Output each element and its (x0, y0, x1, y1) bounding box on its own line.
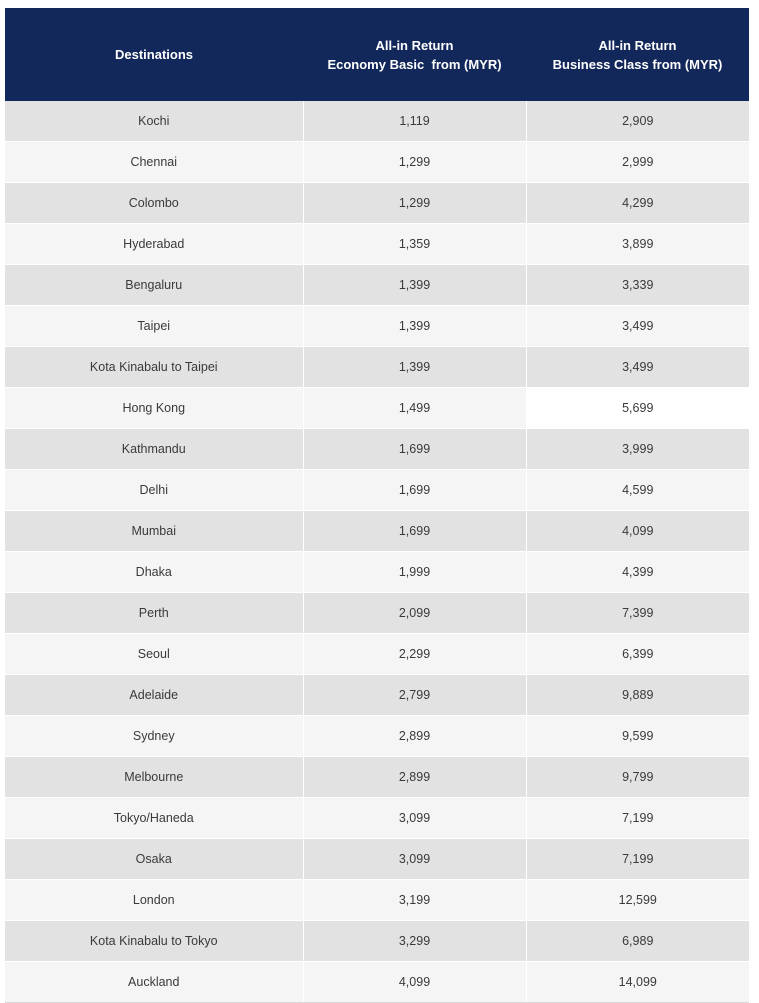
business-price-cell: 2,909 (526, 101, 749, 142)
table-row (5, 757, 749, 798)
economy-price-cell: 1,999 (303, 552, 526, 593)
business-price-cell: 7,199 (526, 798, 749, 839)
table-row (5, 183, 749, 224)
table-row (5, 388, 749, 429)
economy-price-cell: 1,399 (303, 265, 526, 306)
table-row (5, 798, 749, 839)
destination-cell: Bengaluru (5, 265, 303, 306)
destination-cell: Colombo (5, 183, 303, 224)
economy-price-cell: 1,299 (303, 142, 526, 183)
business-price-cell: 3,499 (526, 306, 749, 347)
header-destinations-label: Destinations (114, 47, 193, 62)
header-business-line-1: All-in Return (598, 37, 677, 53)
table-row (5, 429, 749, 470)
table-row (5, 716, 749, 757)
economy-price-cell: 3,199 (303, 880, 526, 921)
fare-table (5, 8, 749, 1003)
business-price-cell: 6,989 (526, 921, 749, 962)
destination-cell: Kota Kinabalu to Taipei (5, 347, 303, 388)
header-destinations (5, 8, 303, 101)
destination-cell: Chennai (5, 142, 303, 183)
table-row (5, 552, 749, 593)
fare-table-container (5, 8, 749, 1003)
business-price-cell: 9,889 (526, 675, 749, 716)
destination-cell: Auckland (5, 962, 303, 1003)
destination-cell: Seoul (5, 634, 303, 675)
destination-cell: Perth (5, 593, 303, 634)
fare-table-header (5, 8, 749, 101)
table-row (5, 962, 749, 1003)
economy-price-cell: 4,099 (303, 962, 526, 1003)
economy-price-cell: 2,099 (303, 593, 526, 634)
business-price-cell: 4,399 (526, 552, 749, 593)
destination-cell: Delhi (5, 470, 303, 511)
header-business-class (526, 8, 749, 101)
table-row (5, 921, 749, 962)
header-economy-basic (303, 8, 526, 101)
economy-price-cell: 2,799 (303, 675, 526, 716)
header-row (5, 8, 749, 101)
table-row (5, 306, 749, 347)
business-price-cell: 3,499 (526, 347, 749, 388)
economy-price-cell: 2,299 (303, 634, 526, 675)
economy-price-cell: 1,699 (303, 511, 526, 552)
destination-cell: Osaka (5, 839, 303, 880)
business-price-cell: 6,399 (526, 634, 749, 675)
business-price-cell: 7,399 (526, 593, 749, 634)
destination-cell: Sydney (5, 716, 303, 757)
destination-cell: Kota Kinabalu to Tokyo (5, 921, 303, 962)
economy-price-cell: 3,099 (303, 839, 526, 880)
economy-price-cell: 1,699 (303, 429, 526, 470)
economy-price-cell: 3,299 (303, 921, 526, 962)
business-price-cell: 4,299 (526, 183, 749, 224)
economy-price-cell: 1,399 (303, 306, 526, 347)
business-price-cell: 5,699 (526, 388, 749, 429)
economy-price-cell: 1,299 (303, 183, 526, 224)
table-row (5, 634, 749, 675)
destination-cell: Taipei (5, 306, 303, 347)
business-price-cell: 14,099 (526, 962, 749, 1003)
header-economy-line-1: All-in Return (375, 37, 454, 53)
destination-cell: London (5, 880, 303, 921)
destination-cell: Mumbai (5, 511, 303, 552)
table-row (5, 142, 749, 183)
economy-price-cell: 1,359 (303, 224, 526, 265)
economy-price-cell: 1,119 (303, 101, 526, 142)
economy-price-cell: 2,899 (303, 757, 526, 798)
destination-cell: Hong Kong (5, 388, 303, 429)
table-row (5, 101, 749, 142)
business-price-cell: 3,999 (526, 429, 749, 470)
economy-price-cell: 1,399 (303, 347, 526, 388)
table-row (5, 224, 749, 265)
destination-cell: Tokyo/Haneda (5, 798, 303, 839)
business-price-cell: 4,599 (526, 470, 749, 511)
table-row (5, 839, 749, 880)
header-business-line-2: Business Class from (MYR) (552, 56, 723, 72)
business-price-cell: 3,339 (526, 265, 749, 306)
economy-price-cell: 2,899 (303, 716, 526, 757)
business-price-cell: 9,599 (526, 716, 749, 757)
business-price-cell: 7,199 (526, 839, 749, 880)
destination-cell: Kathmandu (5, 429, 303, 470)
destination-cell: Adelaide (5, 675, 303, 716)
economy-price-cell: 1,699 (303, 470, 526, 511)
table-row (5, 880, 749, 921)
economy-price-cell: 1,499 (303, 388, 526, 429)
business-price-cell: 12,599 (526, 880, 749, 921)
table-row (5, 470, 749, 511)
fare-table-body (5, 101, 749, 1003)
table-row (5, 265, 749, 306)
economy-price-cell: 3,099 (303, 798, 526, 839)
table-row (5, 675, 749, 716)
destination-cell: Dhaka (5, 552, 303, 593)
business-price-cell: 3,899 (526, 224, 749, 265)
header-economy-line-2: Economy Basic from (MYR) (327, 56, 502, 72)
business-price-cell: 4,099 (526, 511, 749, 552)
business-price-cell: 2,999 (526, 142, 749, 183)
destination-cell: Melbourne (5, 757, 303, 798)
destination-cell: Kochi (5, 101, 303, 142)
table-row (5, 511, 749, 552)
business-price-cell: 9,799 (526, 757, 749, 798)
table-row (5, 347, 749, 388)
destination-cell: Hyderabad (5, 224, 303, 265)
table-row (5, 593, 749, 634)
